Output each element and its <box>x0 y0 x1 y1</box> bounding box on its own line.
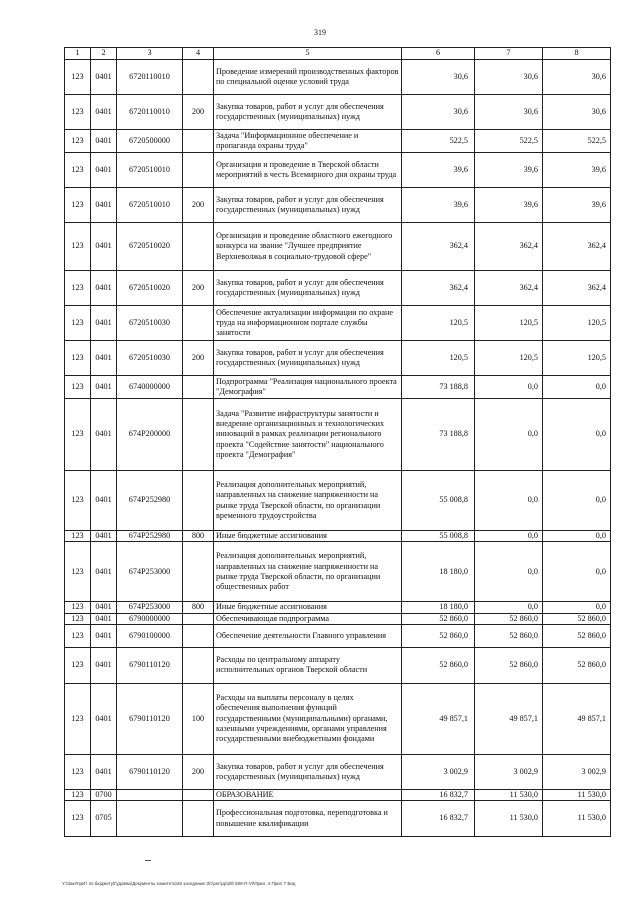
cell-amount-y3: 52 860,0 <box>543 647 611 683</box>
cell-section-code: 0401 <box>91 341 117 376</box>
cell-name: Закупка товаров, работ и услуг для обеспечения государственных (муниципальных) нужд <box>214 341 402 376</box>
cell-amount-y3: 39,6 <box>543 153 611 188</box>
cell-amount-y2: 30,6 <box>475 95 543 130</box>
cell-section-code: 0401 <box>91 602 117 613</box>
table-row <box>65 130 611 153</box>
cell-target-article: 6720510010 <box>117 153 183 188</box>
col-header: 1 <box>65 48 91 60</box>
cell-expense-type <box>183 376 214 399</box>
cell-expense-type <box>183 542 214 602</box>
cell-expense-type: 800 <box>183 531 214 542</box>
table-header-row <box>65 48 611 60</box>
cell-target-article: 6720510030 <box>117 306 183 341</box>
cell-admin-code: 123 <box>65 471 91 531</box>
cell-amount-y2: 0,0 <box>475 399 543 471</box>
cell-admin-code: 123 <box>65 801 91 837</box>
cell-amount-y1: 522,5 <box>402 130 475 153</box>
cell-amount-y2: 0,0 <box>475 542 543 602</box>
cell-target-article: 6720510030 <box>117 341 183 376</box>
cell-amount-y2: 52 860,0 <box>475 647 543 683</box>
cell-expense-type <box>183 223 214 271</box>
cell-admin-code: 123 <box>65 531 91 542</box>
cell-admin-code: 123 <box>65 683 91 754</box>
cell-amount-y1: 30,6 <box>402 95 475 130</box>
table-row <box>65 223 611 271</box>
cell-amount-y3: 362,4 <box>543 223 611 271</box>
cell-amount-y2: 39,6 <box>475 188 543 223</box>
cell-amount-y3: 0,0 <box>543 399 611 471</box>
cell-amount-y1: 16 832,7 <box>402 801 475 837</box>
cell-amount-y3: 3 002,9 <box>543 754 611 789</box>
cell-admin-code: 123 <box>65 188 91 223</box>
cell-name: Реализация дополнительных мероприятий, направленных на снижение напряженности на рынке труда Тверской области, по организации общественных работ <box>214 542 402 602</box>
cell-amount-y1: 39,6 <box>402 153 475 188</box>
cell-admin-code: 123 <box>65 542 91 602</box>
col-header: 8 <box>543 48 611 60</box>
cell-expense-type: 800 <box>183 602 214 613</box>
cell-amount-y3: 0,0 <box>543 471 611 531</box>
cell-admin-code: 123 <box>65 341 91 376</box>
cell-name: Проведение измерений производственных факторов по специальной оценке условий труда <box>214 60 402 95</box>
cell-amount-y3: 30,6 <box>543 95 611 130</box>
cell-amount-y1: 55 008,8 <box>402 471 475 531</box>
table-row <box>65 188 611 223</box>
table-row <box>65 60 611 95</box>
cell-name: Подпрограмма "Реализация национального проекта "Демография" <box>214 376 402 399</box>
table-row <box>65 542 611 602</box>
cell-expense-type <box>183 647 214 683</box>
cell-admin-code: 123 <box>65 306 91 341</box>
cell-name: Обеспечение актуализации информации по охране труда на информационном портале службы занятости <box>214 306 402 341</box>
cell-amount-y3: 0,0 <box>543 376 611 399</box>
cell-admin-code: 123 <box>65 95 91 130</box>
cell-target-article: 6790100000 <box>117 624 183 647</box>
cell-amount-y1: 3 002,9 <box>402 754 475 789</box>
cell-expense-type <box>183 306 214 341</box>
cell-section-code: 0705 <box>91 801 117 837</box>
cell-admin-code: 123 <box>65 789 91 800</box>
table-row <box>65 754 611 789</box>
cell-name: Обеспечение деятельности Главного управления <box>214 624 402 647</box>
cell-admin-code: 123 <box>65 130 91 153</box>
cell-expense-type: 100 <box>183 683 214 754</box>
cell-expense-type <box>183 613 214 624</box>
cell-section-code: 0401 <box>91 188 117 223</box>
table-row <box>65 602 611 613</box>
table-row <box>65 683 611 754</box>
cell-name: Закупка товаров, работ и услуг для обеспечения государственных (муниципальных) нужд <box>214 95 402 130</box>
cell-amount-y1: 362,4 <box>402 223 475 271</box>
cell-section-code: 0401 <box>91 542 117 602</box>
cell-amount-y2: 362,4 <box>475 271 543 306</box>
cell-name: Организация и проведение областного ежегодного конкурса на звание "Лучшее предприятие Верхневолжья в социально-трудовой сфере" <box>214 223 402 271</box>
cell-target-article <box>117 789 183 800</box>
cell-expense-type <box>183 471 214 531</box>
cell-expense-type: 200 <box>183 188 214 223</box>
cell-amount-y3: 120,5 <box>543 306 611 341</box>
cell-amount-y2: 39,6 <box>475 153 543 188</box>
cell-amount-y1: 18 180,0 <box>402 542 475 602</box>
cell-section-code: 0401 <box>91 683 117 754</box>
cell-name: Иные бюджетные ассигнования <box>214 531 402 542</box>
cell-admin-code: 123 <box>65 271 91 306</box>
cell-amount-y2: 120,5 <box>475 306 543 341</box>
cell-amount-y1: 16 832,7 <box>402 789 475 800</box>
cell-amount-y1: 73 188,8 <box>402 376 475 399</box>
cell-expense-type: 200 <box>183 95 214 130</box>
cell-admin-code: 123 <box>65 376 91 399</box>
cell-name: Задача "Развитие инфраструктуры занятости и внедрение организационных и технологических инноваций в рамках реализации регионального проекта "Содействие занятости" национального проекта "Демография" <box>214 399 402 471</box>
cell-target-article: 6790110120 <box>117 647 183 683</box>
table-row <box>65 399 611 471</box>
cell-amount-y3: 0,0 <box>543 542 611 602</box>
cell-amount-y1: 49 857,1 <box>402 683 475 754</box>
cell-section-code: 0401 <box>91 376 117 399</box>
col-header: 2 <box>91 48 117 60</box>
table-row <box>65 341 611 376</box>
cell-amount-y2: 522,5 <box>475 130 543 153</box>
cell-amount-y2: 11 530,0 <box>475 789 543 800</box>
cell-target-article: 6790000000 <box>117 613 183 624</box>
cell-section-code: 0401 <box>91 271 117 306</box>
cell-amount-y2: 0,0 <box>475 531 543 542</box>
cell-name: Расходы на выплаты персоналу в целях обеспечения выполнения функций государственными (муниципальными) органами, казенными учреждениями, органами управления государственными внебюджетными фондами <box>214 683 402 754</box>
cell-amount-y3: 0,0 <box>543 531 611 542</box>
cell-admin-code: 123 <box>65 399 91 471</box>
cell-amount-y2: 120,5 <box>475 341 543 376</box>
col-header: 7 <box>475 48 543 60</box>
cell-amount-y1: 18 180,0 <box>402 602 475 613</box>
cell-section-code: 0401 <box>91 471 117 531</box>
cell-section-code: 0401 <box>91 647 117 683</box>
cell-name: Иные бюджетные ассигнования <box>214 602 402 613</box>
cell-name: ОБРАЗОВАНИЕ <box>214 789 402 800</box>
page-number: 319 <box>314 28 326 37</box>
cell-amount-y3: 52 860,0 <box>543 613 611 624</box>
cell-expense-type <box>183 153 214 188</box>
col-header: 6 <box>402 48 475 60</box>
table-row <box>65 376 611 399</box>
cell-amount-y2: 11 530,0 <box>475 801 543 837</box>
cell-expense-type: 200 <box>183 754 214 789</box>
cell-name: Организация и проведение в Тверской области мероприятий в честь Всемирного дня охраны труда <box>214 153 402 188</box>
cell-admin-code: 123 <box>65 60 91 95</box>
cell-section-code: 0700 <box>91 789 117 800</box>
table-row <box>65 306 611 341</box>
col-header: 5 <box>214 48 402 60</box>
cell-amount-y1: 362,4 <box>402 271 475 306</box>
budget-table <box>64 47 611 837</box>
cell-amount-y3: 11 530,0 <box>543 789 611 800</box>
cell-target-article: 674P252980 <box>117 471 183 531</box>
cell-amount-y3: 30,6 <box>543 60 611 95</box>
cell-expense-type <box>183 789 214 800</box>
col-header: 4 <box>183 48 214 60</box>
cell-target-article: 6790110120 <box>117 754 183 789</box>
cell-amount-y2: 3 002,9 <box>475 754 543 789</box>
cell-amount-y1: 120,5 <box>402 341 475 376</box>
cell-amount-y1: 120,5 <box>402 306 475 341</box>
table-row <box>65 531 611 542</box>
cell-name: Задача "Информационное обеспечение и пропаганда охраны труда" <box>214 130 402 153</box>
cell-admin-code: 123 <box>65 223 91 271</box>
cell-admin-code: 123 <box>65 613 91 624</box>
cell-section-code: 0401 <box>91 624 117 647</box>
table-row <box>65 471 611 531</box>
table-row <box>65 153 611 188</box>
cell-section-code: 0401 <box>91 531 117 542</box>
cell-target-article: 6720510020 <box>117 271 183 306</box>
cell-amount-y1: 39,6 <box>402 188 475 223</box>
cell-amount-y3: 11 530,0 <box>543 801 611 837</box>
cell-target-article: 6740000000 <box>117 376 183 399</box>
cell-amount-y2: 0,0 <box>475 471 543 531</box>
cell-name: Расходы по центральному аппарату исполнительных органов Тверской области <box>214 647 402 683</box>
cell-section-code: 0401 <box>91 95 117 130</box>
cell-amount-y2: 49 857,1 <box>475 683 543 754</box>
cell-amount-y3: 49 857,1 <box>543 683 611 754</box>
cell-section-code: 0401 <box>91 306 117 341</box>
cell-amount-y3: 0,0 <box>543 602 611 613</box>
cell-target-article: 6720110010 <box>117 95 183 130</box>
cell-admin-code: 123 <box>65 153 91 188</box>
cell-expense-type <box>183 801 214 837</box>
table-row <box>65 271 611 306</box>
cell-amount-y2: 362,4 <box>475 223 543 271</box>
cell-section-code: 0401 <box>91 399 117 471</box>
cell-expense-type <box>183 130 214 153</box>
cell-amount-y1: 52 860,0 <box>402 613 475 624</box>
cell-section-code: 0401 <box>91 613 117 624</box>
cell-amount-y2: 52 860,0 <box>475 613 543 624</box>
cell-amount-y2: 0,0 <box>475 602 543 613</box>
cell-admin-code: 123 <box>65 647 91 683</box>
cell-admin-code: 123 <box>65 624 91 647</box>
table-row <box>65 613 611 624</box>
cell-amount-y2: 30,6 <box>475 60 543 95</box>
cell-name: Реализация дополнительных мероприятий, направленных на снижение напряженности на рынке труда Тверской области, по организации временного трудоустройства <box>214 471 402 531</box>
cell-name: Обеспечивающая подпрограмма <box>214 613 402 624</box>
cell-admin-code: 123 <box>65 602 91 613</box>
cell-amount-y3: 39,6 <box>543 188 611 223</box>
footer-separator <box>145 860 151 861</box>
table-row <box>65 624 611 647</box>
cell-amount-y3: 52 860,0 <box>543 624 611 647</box>
cell-amount-y2: 0,0 <box>475 376 543 399</box>
cell-section-code: 0401 <box>91 60 117 95</box>
cell-expense-type: 200 <box>183 341 214 376</box>
cell-target-article: 6790110120 <box>117 683 183 754</box>
table-row <box>65 647 611 683</box>
cell-amount-y3: 362,4 <box>543 271 611 306</box>
cell-amount-y2: 52 860,0 <box>475 624 543 647</box>
cell-section-code: 0401 <box>91 754 117 789</box>
cell-amount-y1: 30,6 <box>402 60 475 95</box>
footer-file-path: Y:\ЗакУпрИт по бюджету\Гудаева\Документы комитета\28 заседание ЗС\рег\рр\28\ 508-П-VI\Прил. 4 Прил 7 Вед <box>62 881 296 886</box>
cell-target-article <box>117 801 183 837</box>
cell-target-article: 674P253000 <box>117 542 183 602</box>
cell-target-article: 674P253000 <box>117 602 183 613</box>
table-row <box>65 95 611 130</box>
cell-name: Закупка товаров, работ и услуг для обеспечения государственных (муниципальных) нужд <box>214 754 402 789</box>
cell-name: Закупка товаров, работ и услуг для обеспечения государственных (муниципальных) нужд <box>214 188 402 223</box>
cell-target-article: 674P200000 <box>117 399 183 471</box>
cell-amount-y3: 522,5 <box>543 130 611 153</box>
cell-expense-type <box>183 60 214 95</box>
cell-expense-type <box>183 399 214 471</box>
col-header: 3 <box>117 48 183 60</box>
cell-target-article: 6720510010 <box>117 188 183 223</box>
cell-name: Закупка товаров, работ и услуг для обеспечения государственных (муниципальных) нужд <box>214 271 402 306</box>
cell-admin-code: 123 <box>65 754 91 789</box>
cell-amount-y1: 52 860,0 <box>402 647 475 683</box>
cell-target-article: 6720110010 <box>117 60 183 95</box>
cell-amount-y1: 55 008,8 <box>402 531 475 542</box>
cell-amount-y1: 52 860,0 <box>402 624 475 647</box>
cell-section-code: 0401 <box>91 223 117 271</box>
cell-target-article: 674P252980 <box>117 531 183 542</box>
cell-target-article: 6720500000 <box>117 130 183 153</box>
cell-section-code: 0401 <box>91 153 117 188</box>
cell-amount-y1: 73 188,8 <box>402 399 475 471</box>
cell-expense-type <box>183 624 214 647</box>
cell-amount-y3: 120,5 <box>543 341 611 376</box>
cell-name: Профессиональная подготовка, переподготовка и повышение квалификации <box>214 801 402 837</box>
table-row <box>65 801 611 837</box>
cell-section-code: 0401 <box>91 130 117 153</box>
cell-target-article: 6720510020 <box>117 223 183 271</box>
table-row <box>65 789 611 800</box>
cell-expense-type: 200 <box>183 271 214 306</box>
